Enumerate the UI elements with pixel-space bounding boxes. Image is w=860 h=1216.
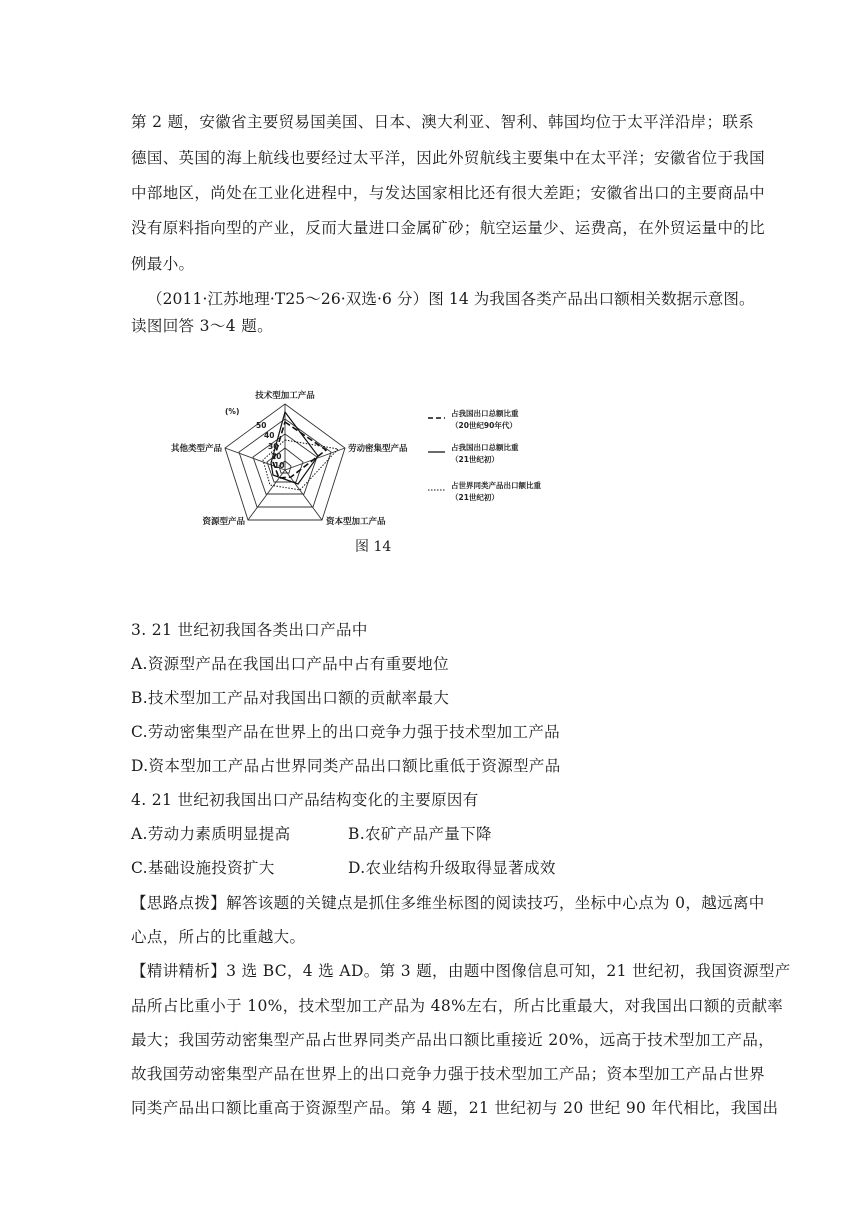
explanation-line: 品所占比重小于 10%，技术型加工产品为 48%左右，所占比重最大，对我国出口额的贡献率: [131, 997, 784, 1015]
paragraph-line: 例最小。: [131, 255, 195, 273]
tick-label: 30: [268, 442, 279, 451]
explanation-line: 故我国劳动密集型产品在世界上的出口竞争力强于技术型加工产品；资本型加工产品占世界: [131, 1065, 766, 1083]
legend-label: （21世纪初）: [451, 493, 499, 502]
explanation-line: 最大；我国劳动密集型产品占世界同类产品出口额比重接近 20%，远高于技术型加工产品，: [131, 1031, 775, 1049]
radar-chart-svg: [160, 382, 600, 557]
tick-label: 10: [274, 461, 285, 470]
legend-label: （21世纪初）: [451, 455, 499, 464]
axis-label-resource: 资源型产品: [202, 517, 245, 527]
question-intro-line: （2011·江苏地理·T25～26·双选·6 分）图 14 为我国各类产品出口额相关数据示意图。: [147, 290, 755, 308]
legend-label: 占世界同类产品出口额比重: [451, 481, 541, 490]
option-3a: A.资源型产品在我国出口产品中占有重要地位: [131, 655, 449, 673]
option-4d: D.农业结构升级取得显著成效: [348, 859, 556, 877]
legend: [428, 408, 541, 502]
option-3b: B.技术型加工产品对我国出口额的贡献率最大: [131, 689, 450, 707]
axis-label-technology: 技术型加工产品: [255, 391, 315, 401]
radar-figure: [160, 382, 600, 557]
question-3-stem: 3. 21 世纪初我国各类出口产品中: [131, 621, 368, 639]
tick-label: 20: [271, 452, 282, 461]
option-3c: C.劳动密集型产品在世界上的出口竞争力强于技术型加工产品: [131, 723, 561, 741]
question-intro-line: 读图回答 3～4 题。: [131, 317, 273, 335]
explanation-line: 同类产品出口额比重高于资源型产品。第 4 题，21 世纪初与 20 世纪 90 年代相比，我国出: [131, 1099, 779, 1117]
legend-label: 占我国出口总额比重: [451, 409, 519, 418]
tick-label: 50: [256, 421, 267, 430]
explanation-line: 【精讲精析】3 选 BC，4 选 AD。第 3 题，由题中图像信息可知，21 世纪初，我国资源型产: [131, 962, 791, 980]
paragraph-line: 第 2 题，安徽省主要贸易国美国、日本、澳大利亚、智利、韩国均位于太平洋沿岸；联系: [131, 113, 755, 131]
hint-line: 【思路点拨】解答该题的关键点是抓住多维坐标图的阅读技巧，坐标中心点为 0，越远离中: [131, 894, 765, 912]
paragraph-line: 德国、英国的海上航线也要经过太平洋，因此外贸航线主要集中在太平洋；安徽省位于我国: [131, 149, 766, 167]
legend-label: （20世纪90年代）: [451, 421, 517, 430]
axis-unit-label: (%): [225, 407, 240, 416]
axis-label-capital: 资本型加工产品: [326, 517, 386, 527]
option-3d: D.资本型加工产品占世界同类产品出口额比重低于资源型产品: [131, 757, 561, 775]
paragraph-line: 没有原料指向型的产业，反而大量进口金属矿砂；航空运量少、运费高，在外贸运量中的比: [131, 219, 766, 237]
question-4-stem: 4. 21 世纪初我国出口产品结构变化的主要原因有: [131, 791, 479, 809]
tick-label: 40: [264, 431, 275, 440]
option-4b: B.农矿产品产量下降: [348, 825, 492, 843]
legend-label: 占我国出口总额比重: [451, 443, 519, 452]
figure-caption: 图 14: [355, 539, 392, 555]
paragraph-line: 中部地区，尚处在工业化进程中，与发达国家相比还有很大差距；安徽省出口的主要商品中: [131, 184, 766, 202]
axis-label-labor: 劳动密集型产品: [348, 444, 408, 454]
axis-label-other: 其他类型产品: [170, 444, 222, 454]
option-4a: A.劳动力素质明显提高: [131, 825, 291, 843]
option-4c: C.基础设施投资扩大: [131, 859, 275, 877]
hint-line: 心点，所占的比重越大。: [131, 928, 306, 946]
